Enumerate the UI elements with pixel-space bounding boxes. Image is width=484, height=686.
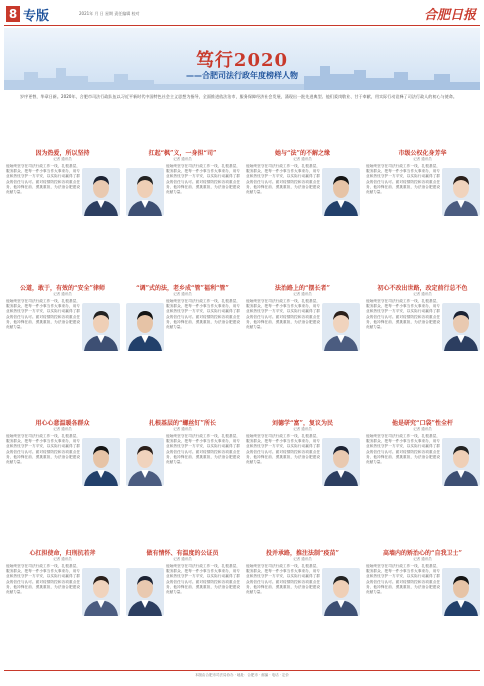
profile-title: “调”式的法，老乡成“管”福利“管”	[136, 285, 229, 292]
profile-title: 法治路上的“摆长者”	[275, 285, 330, 292]
profile-byline: 记者 通讯员	[413, 557, 432, 561]
profile-article-text: 他始终坚守在司法行政工作一线，扎根基层，服务群众，把每一件小事当作大事来办，用专业和热忱守护一方平安，以实际行动赢得了群众的信任与认可。面对疫情防控和各项重点任务，他冲锋在前、勇挑重担，为法治合肥建设贡献力量。	[246, 434, 320, 465]
profile-byline: 记者 通讯员	[53, 427, 72, 431]
profile-card	[244, 548, 361, 686]
portrait-photo	[82, 303, 120, 351]
profile-title: 她与“法”的不解之缘	[275, 150, 330, 157]
profile-title: 他是研究“口袋”性全杆	[392, 420, 453, 427]
profile-title: 高墙内的矫治心的“自我卫士”	[383, 550, 462, 557]
profile-byline: 记者 通讯员	[173, 292, 192, 296]
portrait-photo	[126, 303, 164, 351]
profile-title: 市级公权化身芳华	[398, 150, 447, 157]
newspaper-logo: 合肥日报	[423, 8, 476, 23]
profile-byline: 记者 通讯员	[413, 292, 432, 296]
profile-article-text: 他始终坚守在司法行政工作一线，扎根基层，服务群众，把每一件小事当作大事来办，用专业和热忱守护一方平安，以实际行动赢得了群众的信任与认可。面对疫情防控和各项重点任务，他冲锋在前、勇挑重担，为法治合肥建设贡献力量。	[6, 164, 80, 195]
profile-article-text: 他始终坚守在司法行政工作一线，扎根基层，服务群众，把每一件小事当作大事来办，用专业和热忱守护一方平安，以实际行动赢得了群众的信任与认可。面对疫情防控和各项重点任务，他冲锋在前、勇挑重担，为法治合肥建设贡献力量。	[246, 564, 320, 595]
portrait-photo	[82, 568, 120, 616]
profile-title: 用心心意温暖各群众	[35, 420, 90, 427]
profile-article-text: 他始终坚守在司法行政工作一线，扎根基层，服务群众，把每一件小事当作大事来办，用专业和热忱守护一方平安，以实际行动赢得了群众的信任与认可。面对疫情防控和各项重点任务，他冲锋在前、勇挑重担，为法治合肥建设贡献力量。	[366, 164, 440, 195]
profile-card	[4, 283, 121, 423]
profile-article-text: 他始终坚守在司法行政工作一线，扎根基层，服务群众，把每一件小事当作大事来办，用专业和热忱守护一方平安，以实际行动赢得了群众的信任与认可。面对疫情防控和各项重点任务，他冲锋在前、勇挑重担，为法治合肥建设贡献力量。	[6, 299, 80, 330]
portrait-photo	[442, 438, 480, 486]
page-footer: 本版由合肥市司法局协办 · 地址：合肥市 · 邮编 · 电话 · 定价	[4, 670, 480, 680]
profile-article-text: 他始终坚守在司法行政工作一线，扎根基层，服务群众，把每一件小事当作大事来办，用专业和热忱守护一方平安，以实际行动赢得了群众的信任与认可。面对疫情防控和各项重点任务，他冲锋在前、勇挑重担，为法治合肥建设贡献力量。	[166, 164, 240, 195]
profile-article-text: 他始终坚守在司法行政工作一线，扎根基层，服务群众，把每一件小事当作大事来办，用专业和热忱守护一方平安，以实际行动赢得了群众的信任与认可。面对疫情防控和各项重点任务，他冲锋在前、勇挑重担，为法治合肥建设贡献力量。	[246, 164, 320, 195]
profile-article-text: 他始终坚守在司法行政工作一线，扎根基层，服务群众，把每一件小事当作大事来办，用专业和热忱守护一方平安，以实际行动赢得了群众的信任与认可。面对疫情防控和各项重点任务，他冲锋在前、勇挑重担，为法治合肥建设贡献力量。	[366, 434, 440, 465]
section-name: 专版	[23, 9, 50, 24]
intro-paragraph: 岁序更替，华章日新。2020年，合肥市司法行政队伍以习近平新时代中国特色社会主义思想为指导，全面推进依法治市，服务保障经济社会发展，涌现出一批先进典型。他们爱岗敬业、甘于奉献，用实际行动诠释了司法行政人的初心与使命。	[20, 94, 457, 99]
profile-byline: 记者 通讯员	[53, 557, 72, 561]
portrait-photo	[322, 303, 360, 351]
headline: 笃行2020	[195, 50, 289, 71]
subheadline: ——合肥司法行政年度榜样人物	[186, 71, 298, 80]
profile-byline: 记者 通讯员	[173, 157, 192, 161]
profile-card	[364, 548, 481, 686]
profile-article-text: 他始终坚守在司法行政工作一线，扎根基层，服务群众，把每一件小事当作大事来办，用专业和热忱守护一方平安，以实际行动赢得了群众的信任与认可。面对疫情防控和各项重点任务，他冲锋在前、勇挑重担，为法治合肥建设贡献力量。	[366, 564, 440, 595]
page-number: 8	[6, 6, 20, 22]
profile-card	[124, 148, 241, 288]
dateline: 2021年 月 日 星期 责任编辑 校对	[79, 11, 140, 16]
profile-title: 公道，敢于，有效的“安全”律师	[20, 285, 105, 292]
portrait-photo	[442, 568, 480, 616]
masthead	[4, 4, 480, 26]
portrait-photo	[322, 568, 360, 616]
profile-card	[364, 283, 481, 423]
profile-title: 扎根基层的“螺丝钉”所长	[149, 420, 216, 427]
portrait-photo	[322, 438, 360, 486]
profile-title: 投并承路，推注法制“疫苗”	[266, 550, 339, 557]
profile-card	[364, 148, 481, 288]
profile-card	[244, 283, 361, 423]
profile-byline: 记者 通讯员	[173, 557, 192, 561]
profile-title: 刘德学“富”，复议为民	[272, 420, 333, 427]
profile-title: 心扛担使命，归刑抗若斧	[29, 550, 96, 557]
profile-article-text: 他始终坚守在司法行政工作一线，扎根基层，服务群众，把每一件小事当作大事来办，用专业和热忱守护一方平安，以实际行动赢得了群众的信任与认可。面对疫情防控和各项重点任务，他冲锋在前、勇挑重担，为法治合肥建设贡献力量。	[6, 434, 80, 465]
profile-byline: 记者 通讯员	[293, 292, 312, 296]
profile-article-text: 他始终坚守在司法行政工作一线，扎根基层，服务群众，把每一件小事当作大事来办，用专业和热忱守护一方平安，以实际行动赢得了群众的信任与认可。面对疫情防控和各项重点任务，他冲锋在前、勇挑重担，为法治合肥建设贡献力量。	[166, 434, 240, 465]
profile-card	[244, 148, 361, 288]
profile-title: 扛起“枫”义，一身担“司”	[148, 150, 217, 157]
profile-byline: 记者 通讯员	[293, 427, 312, 431]
profile-card	[124, 548, 241, 686]
profile-card	[124, 418, 241, 558]
profile-title: 做有情怀、有温度的公证员	[146, 550, 219, 557]
profile-byline: 记者 通讯员	[413, 427, 432, 431]
portrait-photo	[322, 168, 360, 216]
profile-card	[364, 418, 481, 558]
profile-byline: 记者 通讯员	[293, 557, 312, 561]
portrait-photo	[442, 303, 480, 351]
portrait-photo	[82, 168, 120, 216]
profile-article-text: 他始终坚守在司法行政工作一线，扎根基层，服务群众，把每一件小事当作大事来办，用专业和热忱守护一方平安，以实际行动赢得了群众的信任与认可。面对疫情防控和各项重点任务，他冲锋在前、勇挑重担，为法治合肥建设贡献力量。	[6, 564, 80, 595]
profile-article-text: 他始终坚守在司法行政工作一线，扎根基层，服务群众，把每一件小事当作大事来办，用专业和热忱守护一方平安，以实际行动赢得了群众的信任与认可。面对疫情防控和各项重点任务，他冲锋在前、勇挑重担，为法治合肥建设贡献力量。	[166, 564, 240, 595]
banner	[4, 28, 480, 90]
profile-card	[4, 418, 121, 558]
profile-card	[4, 548, 121, 686]
portrait-photo	[126, 568, 164, 616]
profile-byline: 记者 通讯员	[53, 292, 72, 296]
profile-article-text: 他始终坚守在司法行政工作一线，扎根基层，服务群众，把每一件小事当作大事来办，用专业和热忱守护一方平安，以实际行动赢得了群众的信任与认可。面对疫情防控和各项重点任务，他冲锋在前、勇挑重担，为法治合肥建设贡献力量。	[166, 299, 240, 330]
profile-title: 初心不改出世路，改定前行总不色	[377, 285, 468, 292]
portrait-photo	[82, 438, 120, 486]
profile-card	[244, 418, 361, 558]
profile-byline: 记者 通讯员	[293, 157, 312, 161]
profile-card	[124, 283, 241, 423]
portrait-photo	[126, 168, 164, 216]
profile-byline: 记者 通讯员	[173, 427, 192, 431]
portrait-photo	[126, 438, 164, 486]
profile-article-text: 他始终坚守在司法行政工作一线，扎根基层，服务群众，把每一件小事当作大事来办，用专业和热忱守护一方平安，以实际行动赢得了群众的信任与认可。面对疫情防控和各项重点任务，他冲锋在前、勇挑重担，为法治合肥建设贡献力量。	[246, 299, 320, 330]
profile-byline: 记者 通讯员	[53, 157, 72, 161]
profile-article-text: 他始终坚守在司法行政工作一线，扎根基层，服务群众，把每一件小事当作大事来办，用专业和热忱守护一方平安，以实际行动赢得了群众的信任与认可。面对疫情防控和各项重点任务，他冲锋在前、勇挑重担，为法治合肥建设贡献力量。	[366, 299, 440, 330]
profile-title: 因为热爱，所以坚持	[35, 150, 90, 157]
profile-byline: 记者 通讯员	[413, 157, 432, 161]
profile-card	[4, 148, 121, 288]
portrait-photo	[442, 168, 480, 216]
